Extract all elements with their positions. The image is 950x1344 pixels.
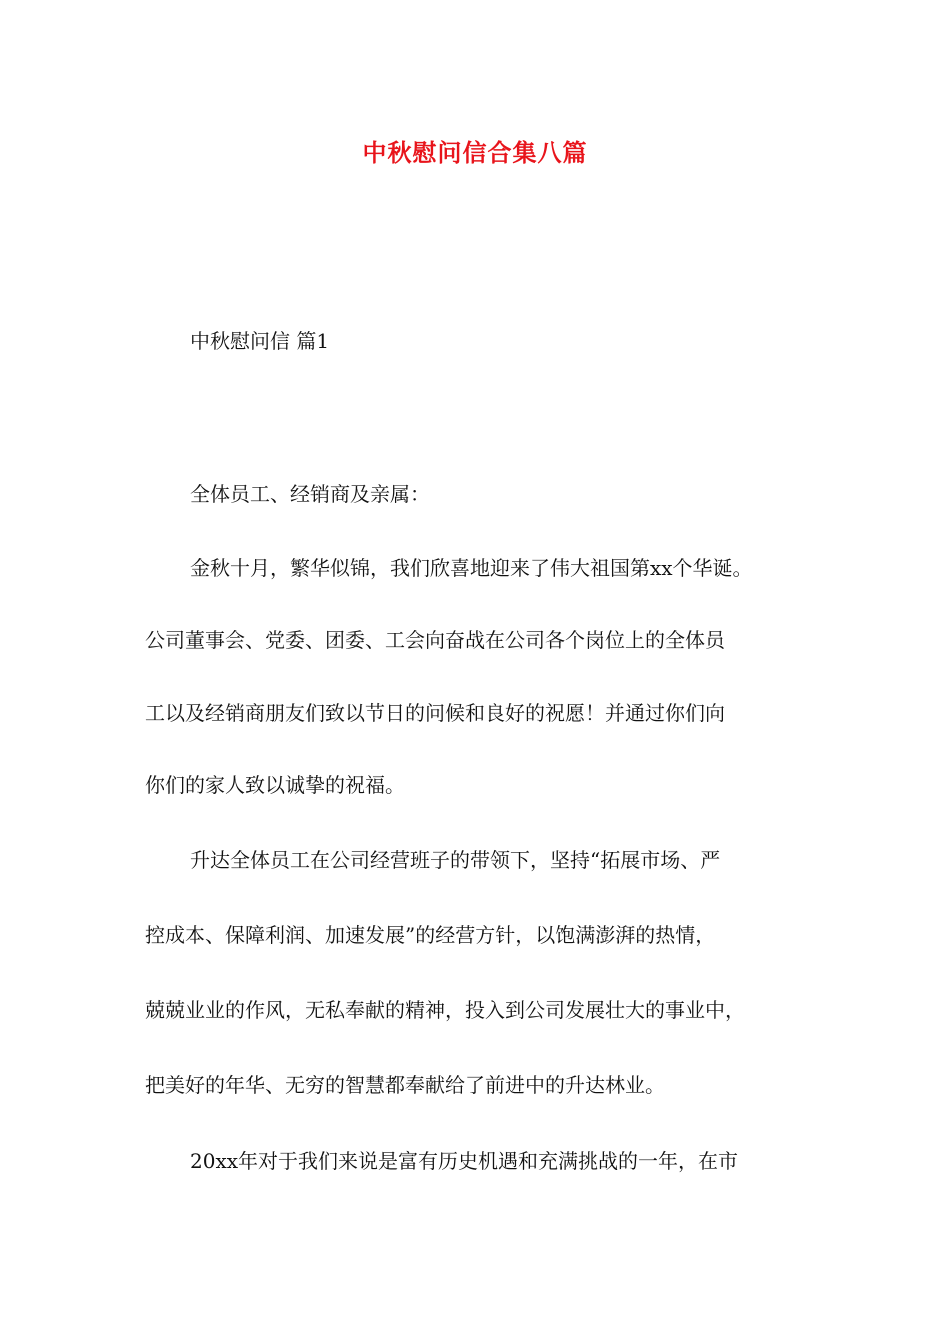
section-heading: 中秋慰问信 篇1 — [190, 329, 330, 353]
paragraph-2-line-3: 兢兢业业的作风，无私奉献的精神，投入到公司发展壮大的事业中， — [145, 998, 745, 1022]
paragraph-2-line-4: 把美好的年华、无穷的智慧都奉献给了前进中的升达林业。 — [145, 1073, 665, 1097]
paragraph-3-line-1: 20xx年对于我们来说是富有历史机遇和充满挑战的一年，在市 — [190, 1149, 739, 1173]
salutation: 全体员工、经销商及亲属： — [190, 482, 430, 506]
paragraph-1-line-1: 金秋十月，繁华似锦，我们欣喜地迎来了伟大祖国第xx个华诞。 — [190, 556, 753, 580]
paragraph-2-line-2: 控成本、保障利润、加速发展”的经营方针，以饱满澎湃的热情， — [145, 923, 716, 947]
paragraph-1-line-2: 公司董事会、党委、团委、工会向奋战在公司各个岗位上的全体员 — [145, 628, 725, 652]
document-title: 中秋慰问信合集八篇 — [362, 138, 588, 167]
paragraph-2-line-1: 升达全体员工在公司经营班子的带领下，坚持“拓展市场、严 — [190, 848, 721, 872]
paragraph-1-line-4: 你们的家人致以诚挚的祝福。 — [145, 773, 405, 797]
paragraph-1-line-3: 工以及经销商朋友们致以节日的问候和良好的祝愿！并通过你们向 — [145, 701, 725, 725]
